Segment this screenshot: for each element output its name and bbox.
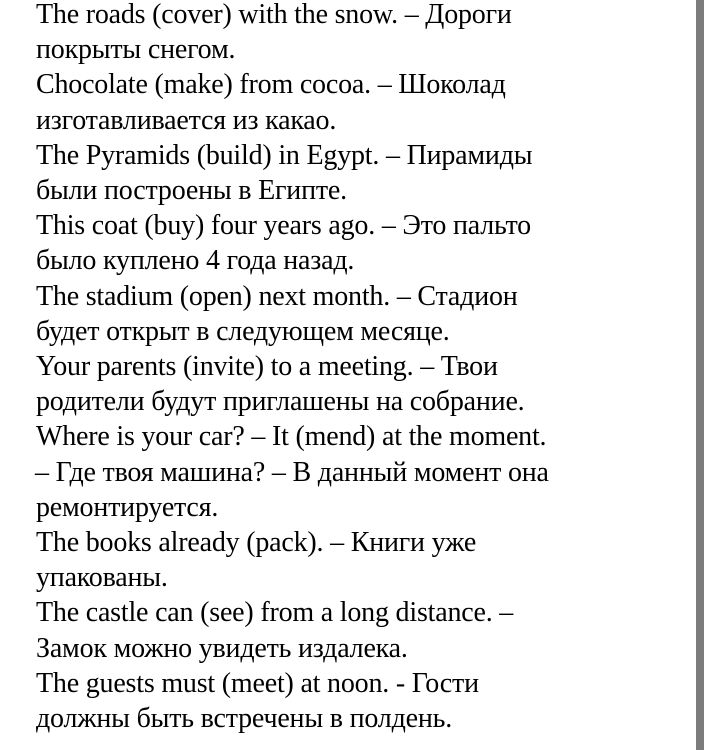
text-line: – Где твоя машина? – В данный момент она xyxy=(35,456,549,488)
text-line: This coat (buy) four years ago. – Это пальто xyxy=(36,210,531,242)
text-line: ремонтируется. xyxy=(36,491,219,523)
text-line: было куплено 4 года назад. xyxy=(36,245,355,277)
text-line: The castle can (see) from a long distance. – xyxy=(36,597,514,629)
text-line: The books already (pack). – Книги уже xyxy=(36,527,477,559)
text-line: Where is your car? – It (mend) at the moment. xyxy=(36,421,547,453)
text-line: были построены в Египте. xyxy=(36,175,347,207)
text-line: родители будут приглашены на собрание. xyxy=(36,386,525,418)
text-line: The guests must (meet) at noon. - Гости xyxy=(36,667,479,699)
text-line: The stadium (open) next month. – Стадион xyxy=(36,280,518,312)
text-line: упакованы. xyxy=(36,562,168,594)
text-line: Замок можно увидеть издалека. xyxy=(36,632,408,664)
text-line: будет открыт в следующем месяце. xyxy=(36,315,450,347)
text-line: Your parents (invite) to a meeting. – Твои xyxy=(36,351,498,383)
text-line: изготавливается из какао. xyxy=(36,104,337,136)
text-line: должны быть встречены в полдень. xyxy=(36,703,452,735)
exercise-text xyxy=(36,0,676,736)
page-edge-border xyxy=(696,0,704,750)
text-line: Chocolate (make) from cocoa. – Шоколад xyxy=(36,69,506,101)
text-line: The Pyramids (build) in Egypt. – Пирамиды xyxy=(36,139,533,171)
text-line: The roads (cover) with the snow. – Дороги xyxy=(36,0,512,30)
text-line: покрыты снегом. xyxy=(36,34,236,66)
